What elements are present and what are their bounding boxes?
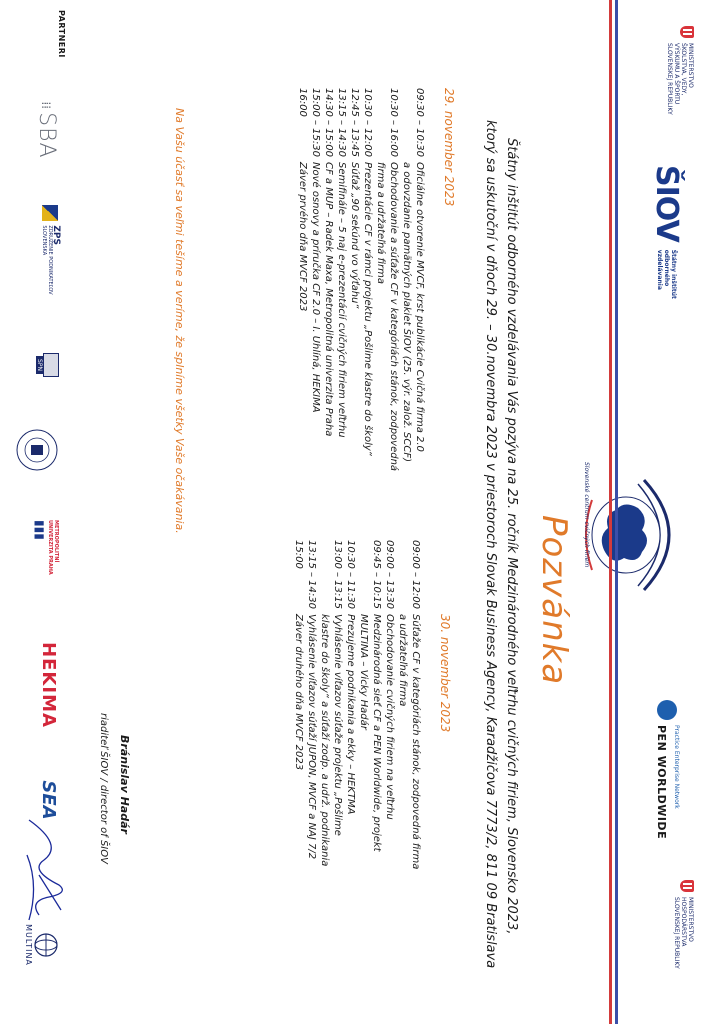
schedule-text-continued: firma a udržateľná firma	[375, 162, 386, 285]
signer-name: Bránislav Hadár	[118, 735, 131, 834]
schedule-row	[331, 540, 344, 869]
schedule-time: 13:00 – 13:15	[332, 540, 343, 609]
day2-heading: 30. november 2023	[438, 614, 452, 733]
schedule-row	[348, 88, 361, 471]
schedule-time: 15:00	[293, 540, 304, 569]
schedule-row	[361, 88, 374, 471]
schedule-time: 14:30 – 15:00	[323, 88, 334, 157]
schedule-row	[296, 88, 309, 471]
schedule-time: 09:45 – 10:15	[371, 540, 382, 609]
schedule-text: Semifinále – 5 naj e-prezentácií cvičných firiem veľtrhu	[336, 162, 347, 438]
sba-logo: ⁞⁞ SBA	[34, 101, 59, 159]
zps-logo: ZPS ZDRUŽENIE PODNIKATEĽOV SLOVENSKA	[41, 205, 59, 295]
schedule-text: Záver prvého dňa MVCF 2023	[297, 162, 308, 312]
globe-icon	[574, 470, 704, 600]
signer-role: riaditeľ ŠIOV / director of ŠIOV	[98, 713, 109, 864]
schedule-row	[413, 88, 426, 471]
schedule-time: 09:00 – 12:00	[410, 540, 421, 609]
blue-stripe	[615, 0, 618, 1024]
multina-globe-icon	[33, 932, 59, 958]
schedule-text: Prezujeme podnikania a ekky – HEKTMA	[345, 614, 356, 815]
schedule-row	[344, 540, 357, 869]
coat-of-arms-icon	[680, 26, 694, 38]
schedule-text: Nové osnovy a príručka CF 2.0 – I. Uhlíná, HEKIMA	[310, 162, 321, 413]
day1-schedule	[296, 88, 456, 471]
schedule-text-continued: a udržateľná firma	[397, 614, 408, 707]
schedule-row	[387, 88, 400, 471]
partners-label: PARTNERI	[57, 10, 66, 58]
siov-logo: ŠIOV Štátny inštitút odborného vzdelávania	[649, 165, 684, 299]
ministry-education-logo: MINISTERSTVO ŠKOLSTVA, VEDY, VÝSKUMU A ŠPORTU SLOVENSKEJ REPUBLIKY	[666, 26, 694, 115]
schedule-time: 12:45 – 13:45	[349, 88, 360, 157]
schedule-text: Súťaže CF v kategóriách stánok, zodpovedná firma	[410, 614, 421, 870]
schedule-text: Prezentácie CF v rámci projektu „Pošlime klastre do školy“	[362, 162, 373, 456]
sea-logo: SEA	[38, 780, 59, 820]
schedule-text: Záver druhého dňa MVCF 2023	[293, 614, 304, 771]
schedule-time: 10:30 – 11:30	[345, 540, 356, 609]
schedule-time: 16:00	[297, 88, 308, 117]
schedule-row	[322, 88, 335, 471]
schedule-row	[309, 88, 322, 471]
seal-icon	[15, 428, 59, 472]
schedule-text: Vyhlásenie víťazov súťaží JUPON, MVCF a NAJ 7/2	[306, 614, 317, 860]
mup-mark-icon: ▮▮▮	[33, 520, 47, 540]
coat-of-arms-icon	[680, 880, 694, 892]
schedule-row	[292, 540, 305, 869]
schedule-text: CF a MUP – Radek Maxa, Metropolitná univerzita Praha	[323, 162, 334, 437]
pen-globe-icon	[657, 700, 677, 720]
schedule-time: 09:00 – 13:30	[384, 540, 395, 609]
schedule-time: 10:30 – 12:00	[362, 88, 373, 157]
ministry-economy-logo: MINISTERSTVO HOSPODÁRSTVA SLOVENSKEJ REPUBLIKY	[673, 880, 694, 969]
intro-line-2: ktorý sa uskutoční v dňoch 29. – 30.novembra 2023 v priestoroch Slovak Business Agency, Karadžičova 7773/2, 811 09 Bratislava	[483, 120, 498, 969]
pen-worldwide-logo: Practice Enterprise Network PEN WORLDWIDE	[654, 700, 680, 839]
schedule-row	[335, 88, 348, 471]
schedule-text-continued: MULTINA – Vicky Hadár	[358, 614, 369, 730]
mup-logo: METROPOLITNÍ UNIVERZITA PRAHA ▮▮▮	[33, 520, 59, 575]
day2-schedule	[292, 540, 452, 869]
schedule-time: 13:15 – 14:30	[306, 540, 317, 609]
schedule-row	[383, 540, 396, 869]
schedule-time: 13:15 – 14:30	[336, 88, 347, 157]
schedule-row	[305, 540, 318, 869]
schedule-time: 09:30 – 10:30	[414, 88, 425, 157]
hekima-logo: HEKIMA	[38, 642, 59, 728]
spn-mark-icon	[43, 353, 59, 377]
spn-logo: SPN	[36, 345, 59, 385]
schedule-text: Súťaž „90 sekúnd vo výťahu“	[349, 162, 360, 309]
day1-heading: 29. november 2023	[442, 88, 456, 207]
siov-mark: ŠIOV	[649, 165, 684, 242]
schedule-text-continued: klastre do školy“ a súťaží zodp. a udrž. podnikania	[319, 614, 330, 867]
multina-logo: MULTINA	[24, 905, 59, 985]
intro-line-1: Štátny inštitút odborného vzdelávania Vás pozýva na 25. ročník Medzinárodného veľtrhu cvičných firiem, Slovensko 2023,	[504, 138, 519, 935]
zps-mark-icon	[42, 205, 58, 221]
schedule-time: 10:30 – 16:00	[388, 88, 399, 157]
schedule-text: Medzinárodná sieť CF a PEN Worldwide, projekt	[371, 614, 382, 852]
closing-note: Na Vašu účasť sa veľmi tešíme a veríme, že splníme všetky Vaše očakávania.	[173, 108, 186, 534]
schedule-text: Obchodovanie a súťaže CF v kategóriách stánok, zodpovedná	[388, 162, 399, 472]
schedule-text-continued: a odovzdanie pamätných plakiet ŠIOV (25. výr. založ. SCCF)	[401, 162, 412, 462]
page-title: Pozvánka	[534, 515, 574, 686]
schedule-text: Oficiálne otvorenie MVCF, krst publikácie Cvičná firma 2.0	[414, 162, 425, 452]
schedule-row	[409, 540, 422, 869]
schedule-text: Vyhlásenie víťazov súťaže projektu „Pošlime	[332, 614, 343, 836]
schedule-text: Obchodovanie cvičných firiem na veľtrhu	[384, 614, 395, 820]
schedule-time: 15:00 – 15:30	[310, 88, 321, 157]
red-stripe	[609, 0, 612, 1024]
university-seal	[15, 420, 59, 480]
globe-caption: Slovenské centrum cvičných firiem	[583, 462, 590, 568]
schedule-row	[370, 540, 383, 869]
